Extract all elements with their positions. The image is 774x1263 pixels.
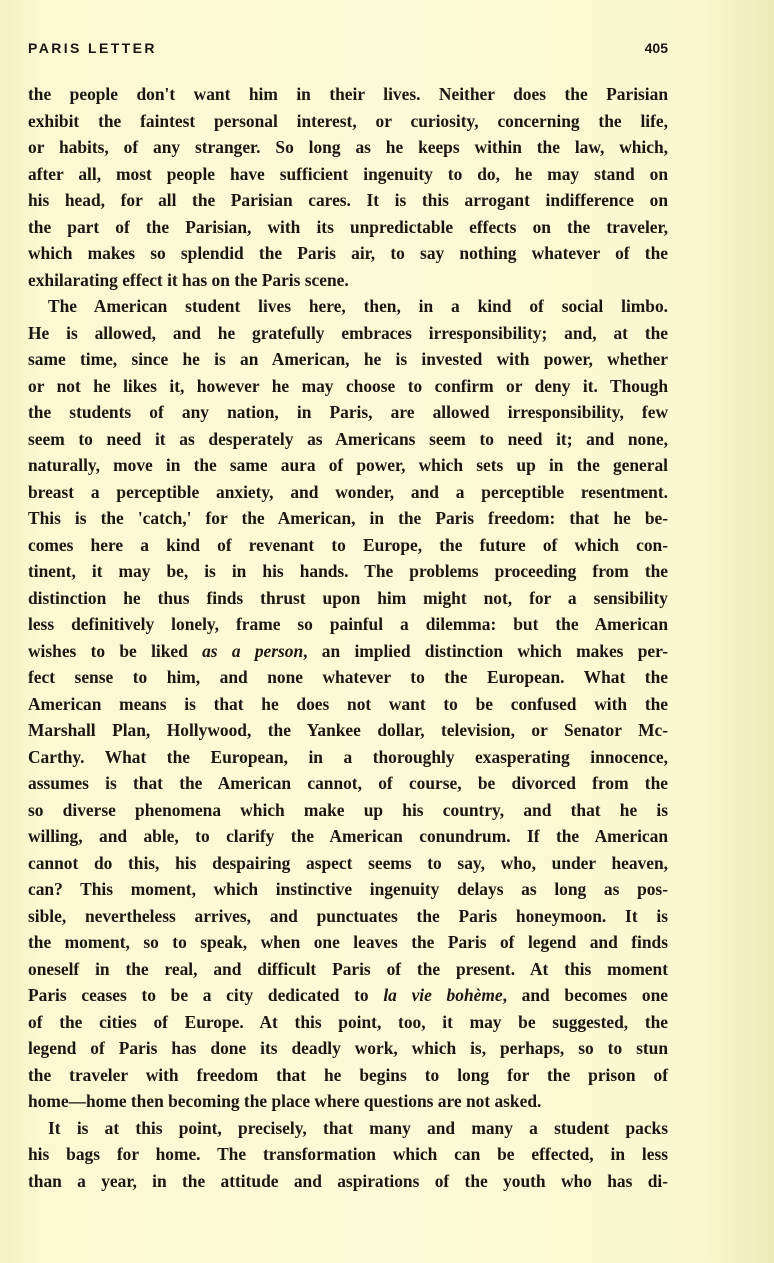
text-line: cannot do this, his despairing aspect seems to say, who, under heaven,: [28, 852, 668, 873]
text-line: the part of the Parisian, with its unpredictable effects on the traveler,: [28, 216, 668, 237]
text-line: fect sense to him, and none whatever to the European. What the: [28, 667, 668, 687]
text-line: can? This moment, which instinctive ingenuity delays as long as pos-: [28, 879, 668, 899]
text-line: American means is that he does not want to be confused with the: [28, 693, 668, 714]
text-fragment: , and becomes one: [502, 985, 668, 1005]
italic-phrase: la vie bohème: [383, 985, 503, 1005]
paragraph-3: [28, 1115, 668, 1195]
text-line: breast a perceptible anxiety, and wonder, and a perceptible resentment.: [28, 481, 668, 502]
text-line: after all, most people have sufficient ingenuity to do, he may stand on: [28, 163, 668, 184]
text-line: the students of any nation, in Paris, are allowed irresponsibility, few: [28, 402, 668, 422]
running-title: PARIS LETTER: [28, 40, 157, 56]
running-head: [28, 40, 668, 60]
text-fragment: Paris ceases to be a city dedicated to: [28, 985, 369, 1005]
text-line: He is allowed, and he gratefully embraces irresponsibility; and, at the: [28, 322, 668, 343]
text-line: Carthy. What the European, in a thoroughly exasperating innocence,: [28, 746, 668, 767]
text-line: comes here a kind of revenant to Europe, the future of which con-: [28, 534, 668, 555]
text-line: than a year, in the attitude and aspirations of the youth who has di-: [28, 1170, 668, 1191]
text-line: exhilarating effect it has on the Paris scene.: [28, 269, 349, 290]
text-line: It is at this point, precisely, that many and many a student packs: [48, 1117, 668, 1138]
text-fragment: wishes to be liked: [28, 640, 188, 661]
text-line: exhibit the faintest personal interest, or curiosity, concerning the life,: [28, 110, 668, 131]
text-line: his bags for home. The transformation which can be effected, in less: [28, 1144, 668, 1164]
text-line: oneself in the real, and difficult Paris of the present. At this moment: [28, 958, 668, 979]
text-line: which makes so splendid the Paris air, to say nothing whatever of the: [28, 243, 668, 263]
text-line: the people don't want him in their lives. Neither does the Parisian: [28, 84, 668, 104]
text-line: legend of Paris has done its deadly work, which is, perhaps, so to stun: [28, 1038, 668, 1058]
text-line: Marshall Plan, Hollywood, the Yankee dollar, television, or Senator Mc-: [28, 720, 668, 740]
body-text: [28, 81, 668, 1194]
italic-phrase: as a person: [202, 640, 304, 661]
text-line: so diverse phenomena which make up his country, and that he is: [28, 799, 668, 820]
text-line: or habits, of any stranger. So long as he keeps within the law, which,: [28, 137, 668, 157]
paragraph-2: [28, 293, 668, 1115]
text-line-with-italic: [28, 982, 668, 1009]
text-line: less definitively lonely, frame so painful a dilemma: but the American: [28, 614, 668, 634]
text-line: tinent, it may be, is in his hands. The problems proceeding from the: [28, 561, 668, 581]
text-fragment: , an implied distinction which makes per-: [303, 640, 668, 661]
text-line: or not he likes it, however he may choose to confirm or deny it. Though: [28, 375, 668, 396]
text-line: his head, for all the Parisian cares. It is this arrogant indifference on: [28, 190, 668, 210]
text-line: assumes is that the American cannot, of course, be divorced from the: [28, 773, 668, 793]
text-line: same time, since he is an American, he is invested with power, whether: [28, 349, 668, 369]
text-line: This is the 'catch,' for the American, in the Paris freedom: that he be-: [28, 508, 668, 528]
text-line: distinction he thus finds thrust upon him might not, for a sensibility: [28, 587, 668, 608]
text-line: home—home then becoming the place where questions are not asked.: [28, 1091, 542, 1111]
text-line: sible, nevertheless arrives, and punctuates the Paris honeymoon. It is: [28, 905, 668, 926]
text-line: the traveler with freedom that he begins to long for the prison of: [28, 1064, 668, 1085]
text-line: willing, and able, to clarify the American conundrum. If the American: [28, 826, 668, 846]
text-line-with-italic: [28, 638, 668, 665]
text-line: the moment, so to speak, when one leaves the Paris of legend and finds: [28, 932, 668, 952]
text-line: of the cities of Europe. At this point, too, it may be suggested, the: [28, 1011, 668, 1032]
page-number: 405: [644, 40, 668, 56]
paragraph-1: [28, 81, 668, 293]
text-line: seem to need it as desperately as Americans seem to need it; and none,: [28, 428, 668, 449]
text-line: The American student lives here, then, in a kind of social limbo.: [48, 296, 668, 316]
text-line: naturally, move in the same aura of power, which sets up in the general: [28, 455, 668, 475]
